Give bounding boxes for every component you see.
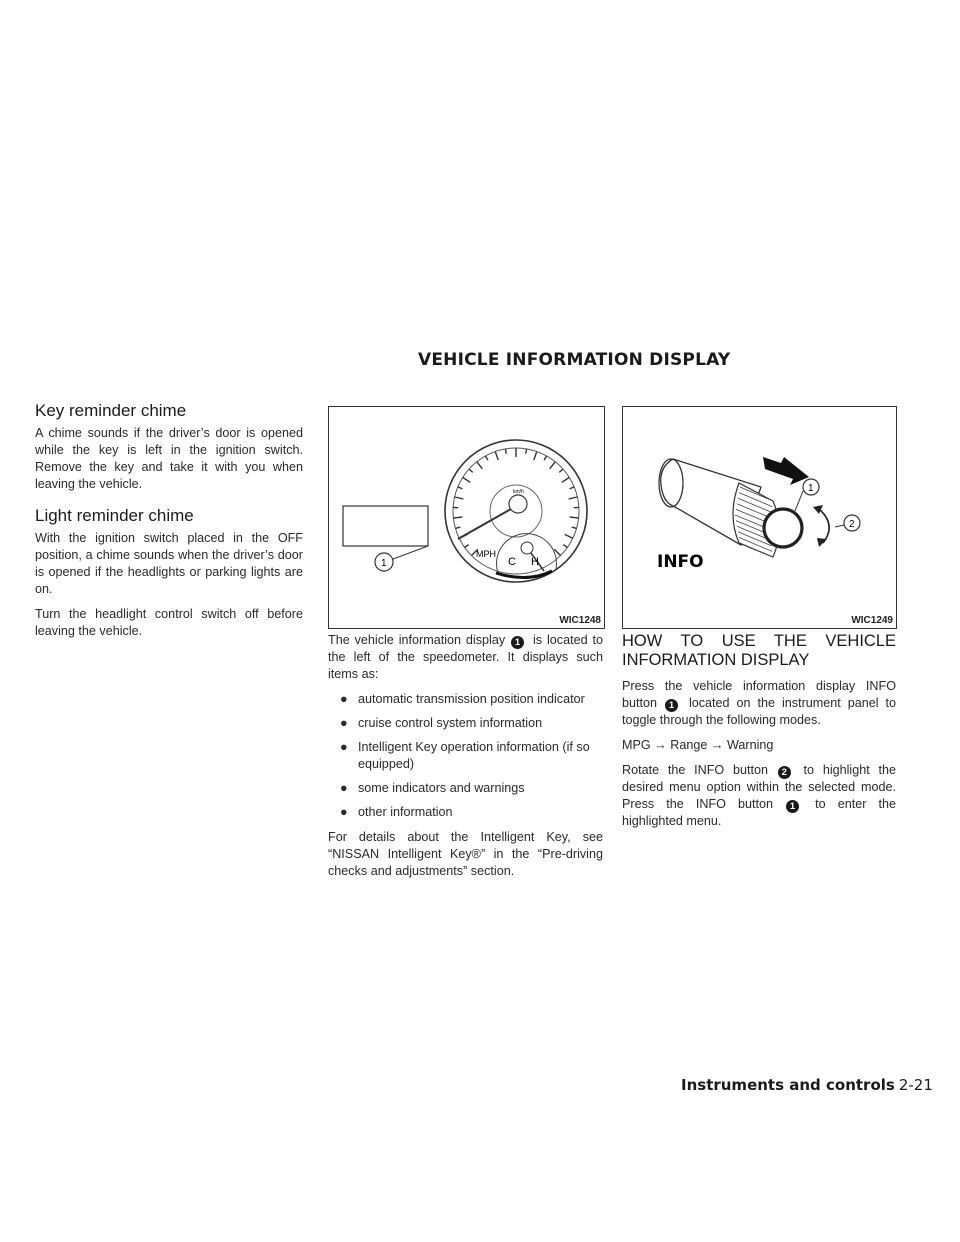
speedometer-tick (544, 456, 546, 460)
speedometer-tick (463, 478, 471, 483)
kmh-label: km/h (513, 489, 524, 495)
paragraph-display-intro: The vehicle information display 1 is located to the left of the speedometer. It displays such items as: (328, 633, 604, 681)
speedometer-tick (458, 487, 463, 489)
footer-section-name: Instruments and controls (681, 1076, 895, 1094)
section-title: VEHICLE INFORMATION DISPLAY (418, 350, 731, 370)
speedometer-tick (569, 497, 578, 499)
paragraph-rotate-info: Rotate the INFO button 2 to highlight the desired menu option within the selected mode. Press the INFO button 1 to enter the highlighted menu. (622, 763, 897, 828)
speedometer-needle (458, 509, 511, 539)
bullet-icon: ● (340, 781, 348, 795)
list-item: ● automatic transmission position indicator (340, 692, 585, 706)
callout-leader-1 (393, 546, 428, 559)
speedometer-tick (455, 497, 464, 499)
heading-how-to-use: HOW TO USE THE VEHICLE INFORMATION DISPLAY (622, 632, 896, 669)
bullet-icon: ● (340, 740, 348, 754)
callout-number-1: 1 (381, 558, 387, 569)
page-number: 2-21 (898, 1076, 933, 1094)
info-button-cap (764, 509, 802, 547)
speedometer-tick (559, 469, 563, 472)
list-item: ● Intelligent Key operation information (if so equipped) (340, 740, 590, 771)
speedometer-tick (572, 527, 577, 528)
speedometer-tick (465, 545, 469, 548)
speedometer-tick (570, 517, 579, 518)
speedometer-tick (562, 478, 570, 483)
column-3 (622, 632, 896, 838)
speedometer-tick (456, 527, 461, 528)
speedometer-tick (565, 534, 573, 538)
bullet-icon: ● (340, 692, 348, 706)
display-items-list (328, 691, 603, 821)
speedometer-tick (469, 469, 473, 472)
info-knob-illustration (623, 407, 896, 628)
marker-1: 1 (786, 800, 799, 813)
speedometer-tick (550, 462, 556, 469)
figure-code: WIC1249 (851, 615, 893, 626)
list-item: ● cruise control system information (340, 716, 543, 730)
figure-info-button (622, 406, 897, 629)
page-footer (681, 1076, 933, 1094)
speedometer-gauge (445, 440, 587, 582)
heading-key-reminder-chime: Key reminder chime (35, 401, 187, 420)
list-item: ● other information (340, 805, 453, 819)
speedometer-tick (563, 545, 567, 548)
bullet-icon: ● (340, 716, 348, 730)
callout-number-1: 1 (808, 483, 814, 494)
paragraph-intelligent-key-reference: For details about the Intelligent Key, see “NISSAN Intelligent Key®” in the “Pre-driving checks and adjustments” section. (328, 830, 603, 878)
speedometer-tick (534, 452, 537, 461)
needle-hub (509, 495, 527, 513)
temp-gauge-outline (496, 534, 556, 573)
list-item: ● some indicators and warnings (340, 781, 525, 795)
push-arrow-icon (763, 457, 809, 485)
speedometer-tick (477, 462, 483, 469)
speedometer-tick (495, 452, 498, 461)
paragraph-light-reminder: With the ignition switch placed in the OFF position, a chime sounds when the driver’s door is opened if the headlights or parking lights are on. (35, 531, 303, 596)
marker-1: 1 (511, 636, 524, 649)
marker-2: 2 (778, 766, 791, 779)
figure-code: WIC1248 (559, 615, 601, 626)
temp-cold-label: C (508, 556, 516, 568)
paragraph-key-reminder: A chime sounds if the driver’s door is opened while the key is left in the ignition switch. Remove the key and take it with you when leaving the vehicle. (35, 426, 303, 491)
heading-light-reminder-chime: Light reminder chime (35, 506, 194, 525)
paragraph-press-info: Press the vehicle information display INFO button 1 located on the instrument panel to toggle through the following modes. (622, 679, 897, 727)
mph-label: MPH (476, 549, 496, 559)
speedometer-illustration (329, 407, 604, 628)
paragraph-headlight-off: Turn the headlight control switch off before leaving the vehicle. (35, 607, 303, 638)
paragraph-modes: MPG → Range → Warning (622, 738, 774, 752)
figure-speedometer (328, 406, 605, 629)
column-2 (328, 632, 603, 888)
speedometer-tick (570, 487, 575, 489)
speedometer-tick (505, 449, 506, 454)
callout-number-2: 2 (849, 519, 855, 530)
speedometer-tick (453, 517, 462, 518)
rotate-arrow-icon (819, 509, 829, 543)
temp-hot-label: H (531, 556, 539, 568)
bullet-icon: ● (340, 805, 348, 819)
column-1 (35, 402, 303, 648)
speedometer-tick (486, 456, 488, 460)
marker-1: 1 (665, 699, 678, 712)
speedometer-tick (526, 449, 527, 454)
info-label: INFO (657, 552, 704, 572)
vehicle-info-display-box (343, 506, 428, 546)
